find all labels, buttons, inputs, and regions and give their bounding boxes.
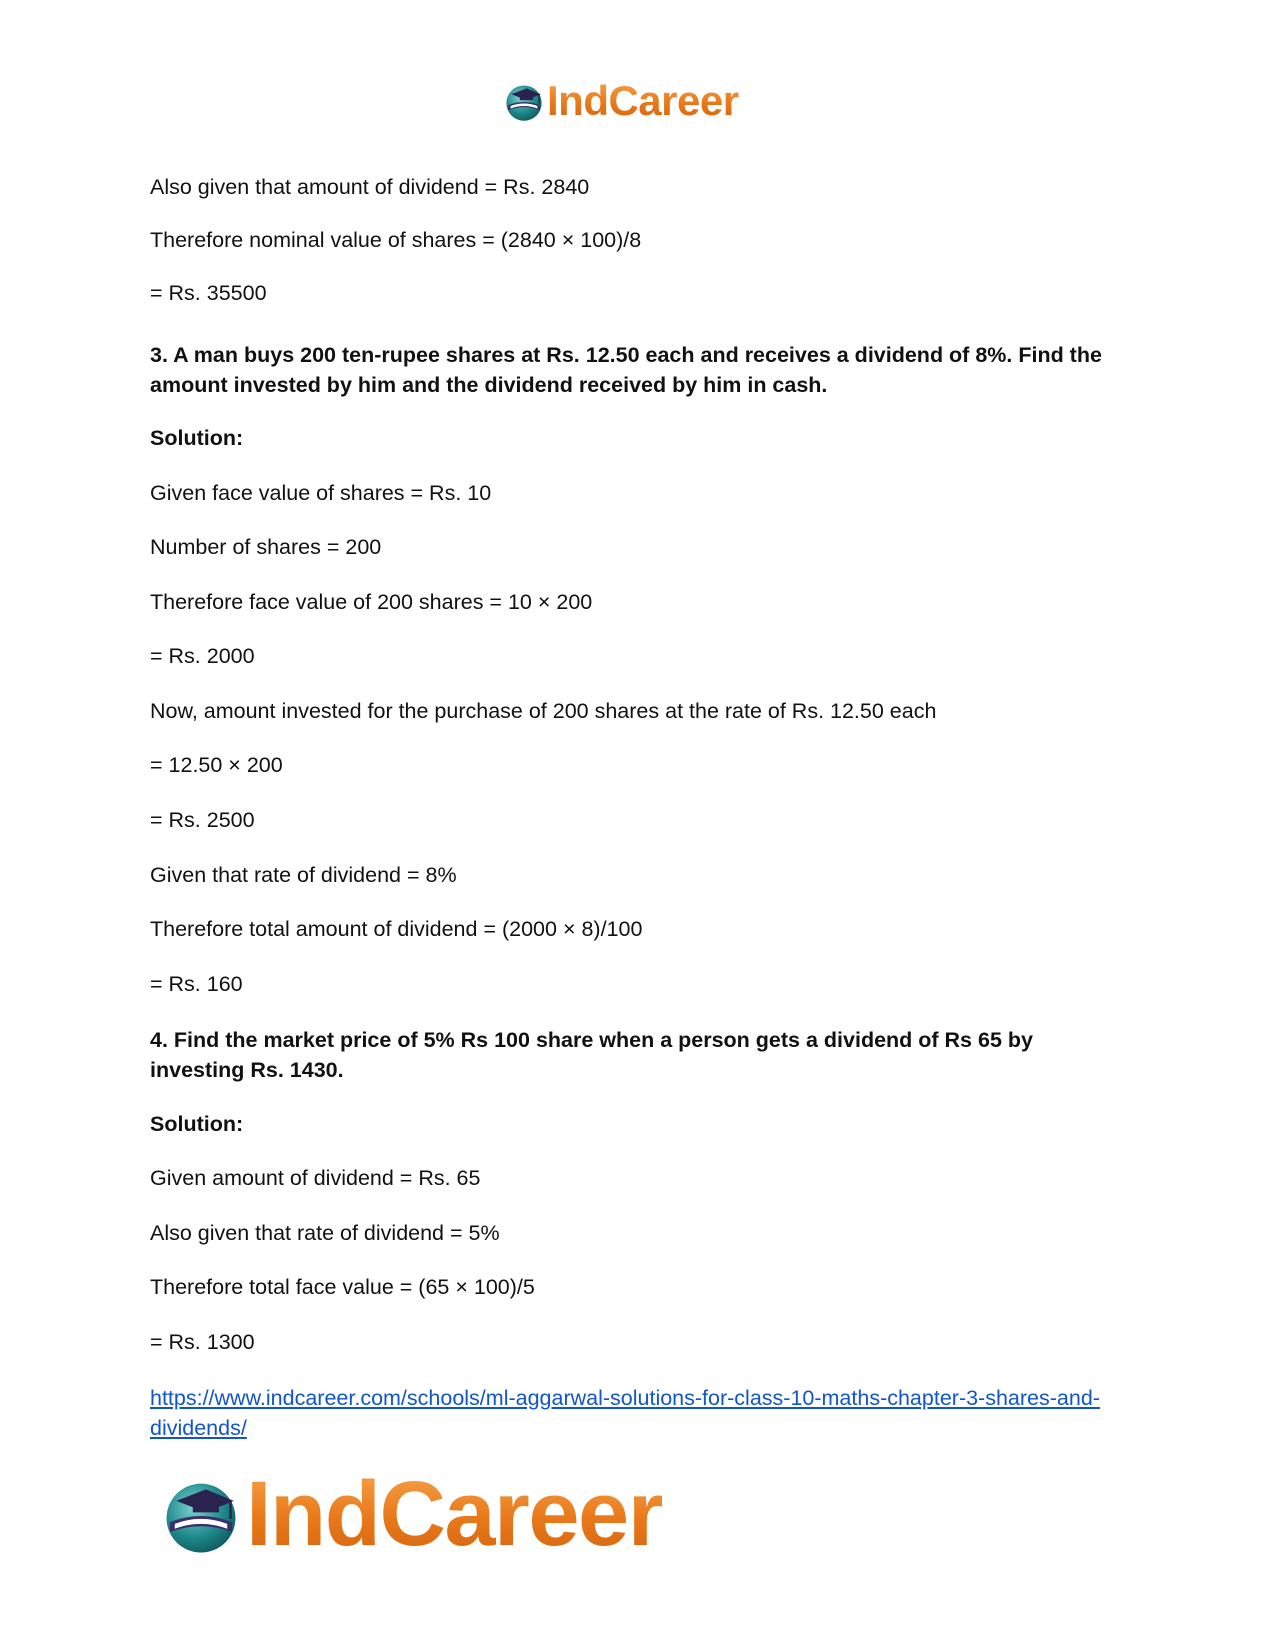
question-4: 4. Find the market price of 5% Rs 100 share when a person gets a dividend of Rs 65 by investing Rs. 1430. — [150, 1028, 1033, 1082]
graduation-cap-book-globe-icon — [160, 1473, 242, 1555]
text-line: Also given that amount of dividend = Rs. 2840 — [150, 175, 590, 199]
solution-step: Therefore total face value = (65 × 100)/5 — [150, 1275, 535, 1299]
solution-step: Also given that rate of dividend = 5% — [150, 1221, 500, 1245]
solution-step: = Rs. 2500 — [150, 808, 255, 832]
solution-step: Given face value of shares = Rs. 10 — [150, 481, 492, 505]
text-line: Therefore nominal value of shares = (2840 × 100)/8 — [150, 228, 642, 252]
solution-step: Given that rate of dividend = 8% — [150, 863, 457, 887]
solution-step: = 12.50 × 200 — [150, 753, 283, 777]
source-link[interactable]: https://www.indcareer.com/schools/ml-aggarwal-solutions-for-class-10-maths-chapter-3-shares-and-dividends/ — [150, 1386, 1100, 1440]
header-logo — [503, 77, 739, 124]
solution-step: Now, amount invested for the purchase of 200 shares at the rate of Rs. 12.50 each — [150, 699, 937, 723]
logo-text: IndCareer — [547, 77, 739, 124]
solution-step: = Rs. 2000 — [150, 644, 255, 668]
solution-label: Solution: — [150, 1112, 244, 1136]
solution-label: Solution: — [150, 426, 244, 450]
solution-step: Therefore total amount of dividend = (2000 × 8)/100 — [150, 917, 643, 941]
solution-step: = Rs. 160 — [150, 972, 243, 996]
solution-step: Number of shares = 200 — [150, 535, 382, 559]
solution-step: = Rs. 1300 — [150, 1330, 255, 1354]
graduation-cap-book-globe-icon — [503, 80, 545, 122]
footer-logo — [160, 1463, 662, 1565]
text-line: = Rs. 35500 — [150, 281, 267, 305]
solution-step: Given amount of dividend = Rs. 65 — [150, 1166, 481, 1190]
logo-text: IndCareer — [246, 1463, 662, 1565]
solution-step: Therefore face value of 200 shares = 10 × 200 — [150, 590, 593, 614]
question-3: 3. A man buys 200 ten-rupee shares at Rs. 12.50 each and receives a dividend of 8%. Find the amount invested by him and the dividend received by him in cash. — [150, 343, 1102, 397]
